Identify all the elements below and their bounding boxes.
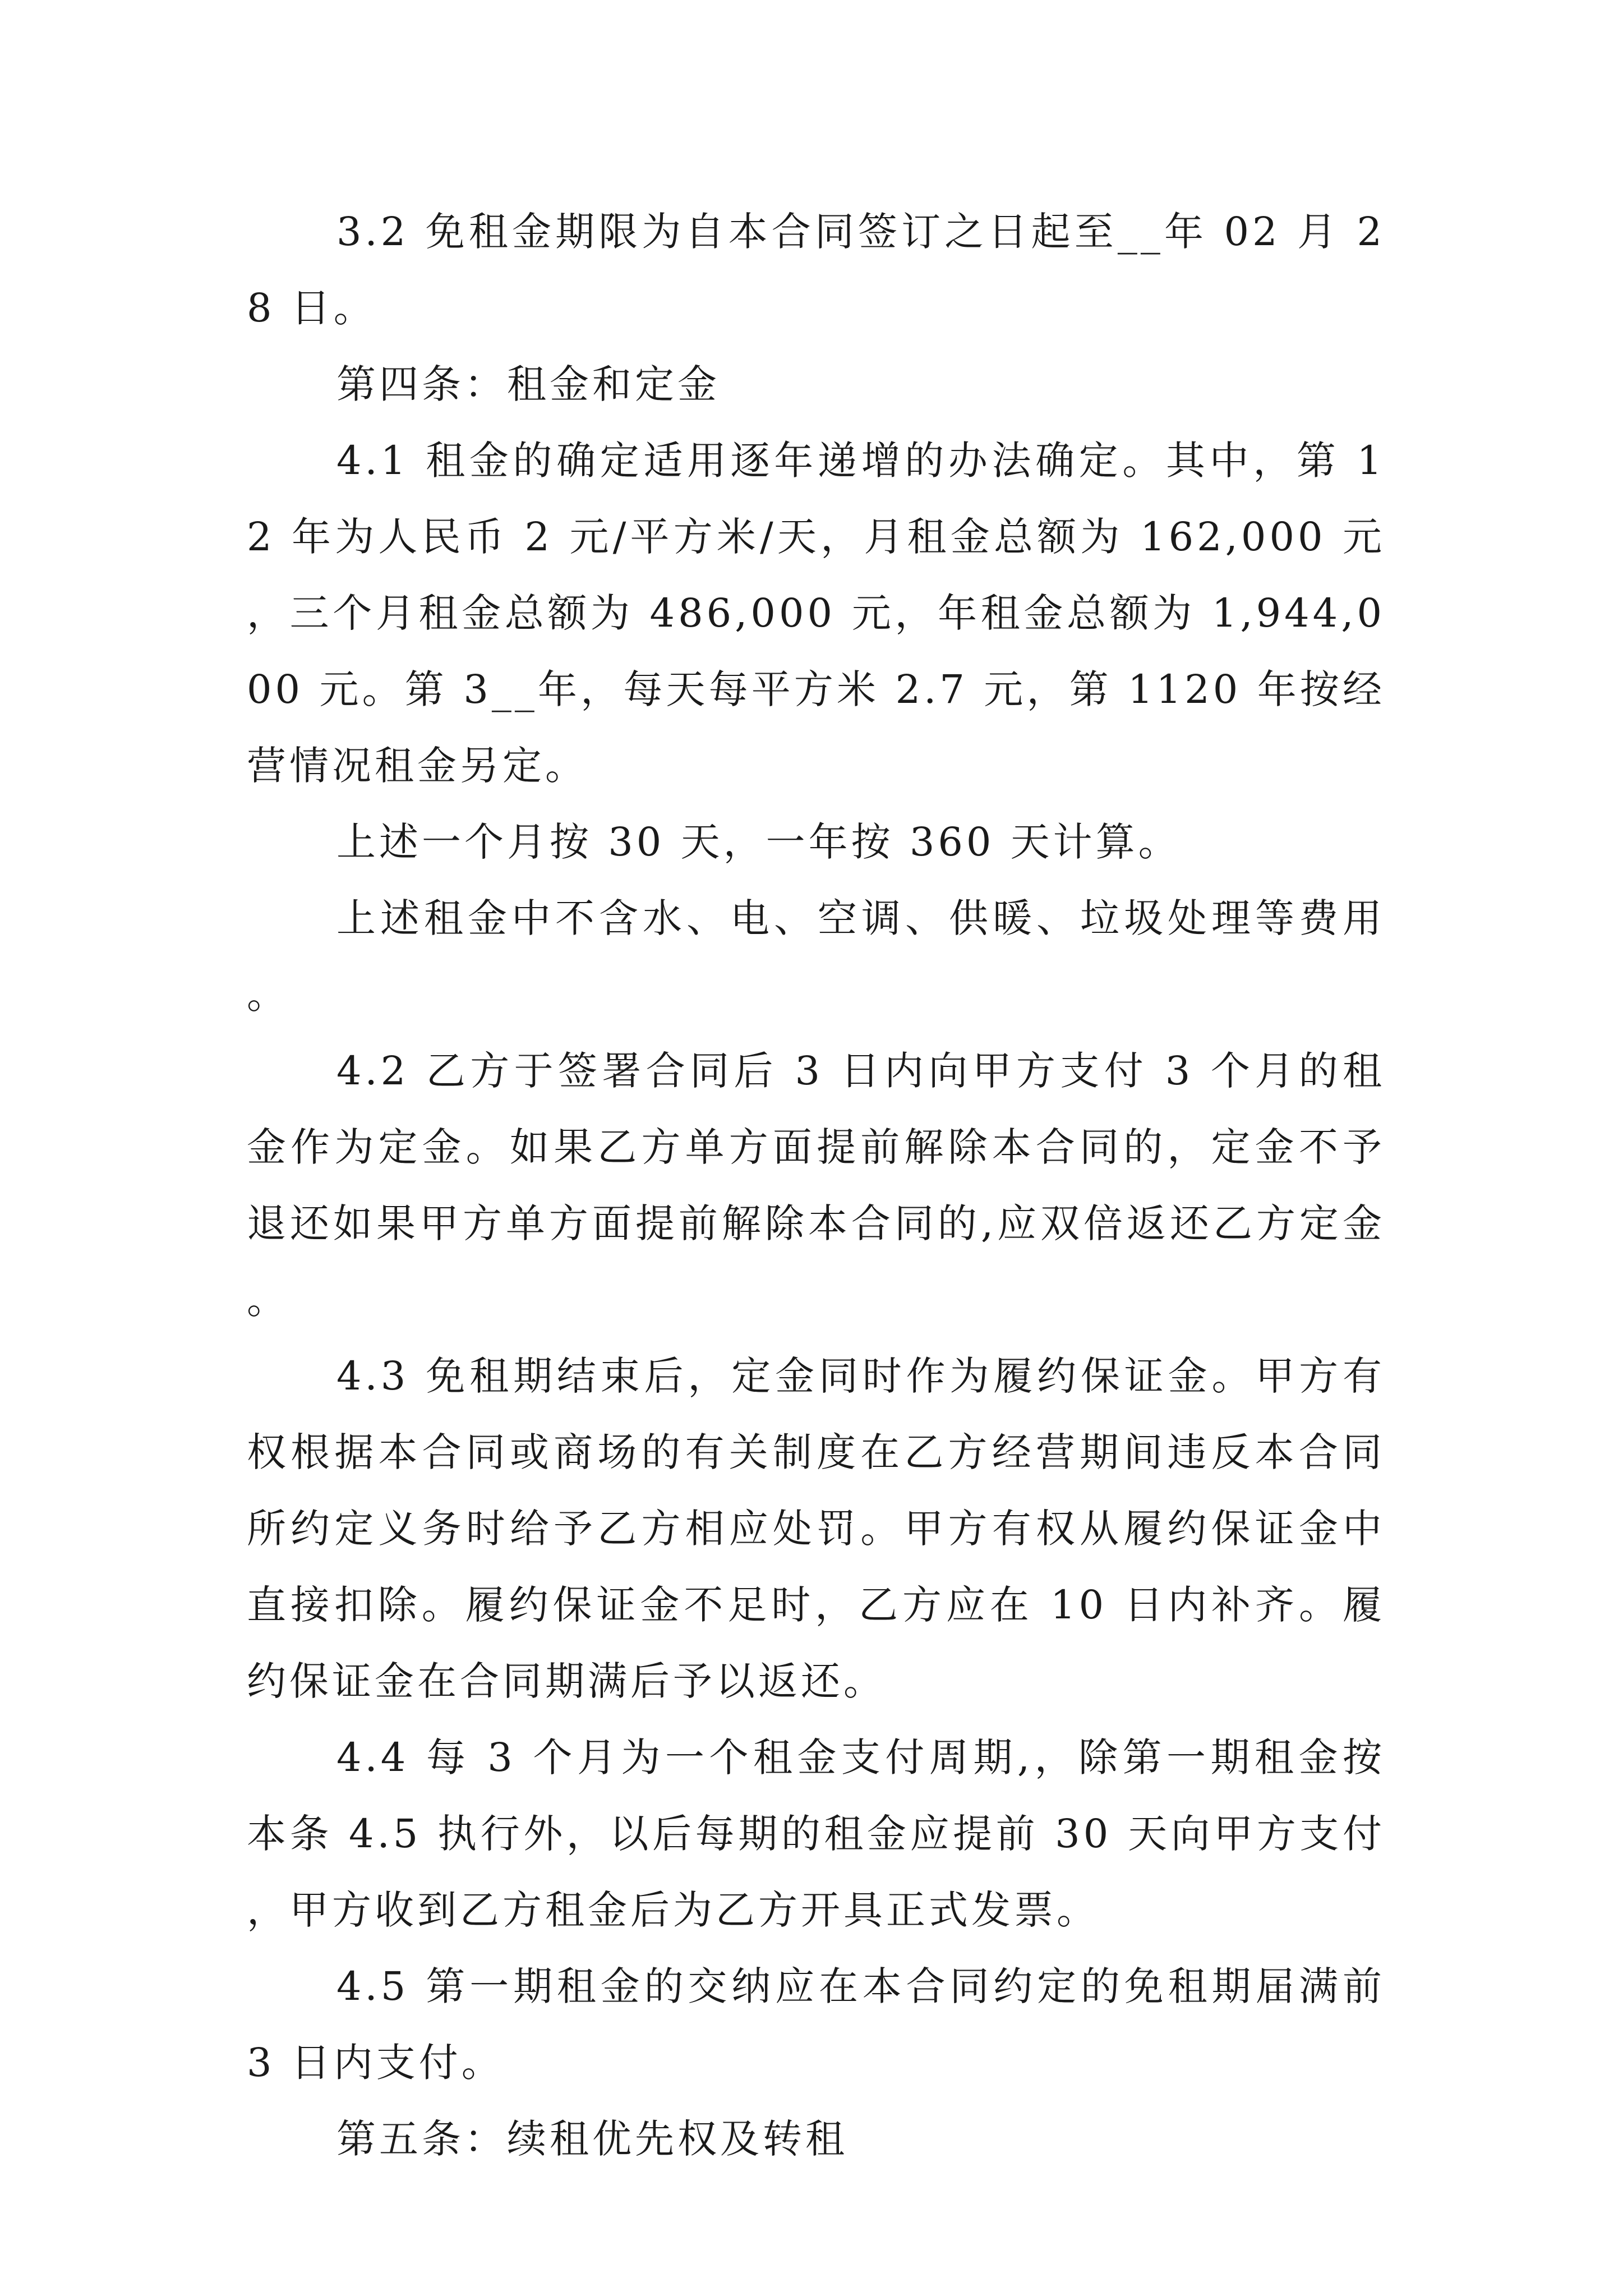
clause-4-1-note-month: 上述一个月按 30 天，一年按 360 天计算。 [336, 819, 1181, 865]
clause-4-1-note-fees: 上述租金中不含水、电、空调、供暖、垃圾处理等费用。 [247, 895, 1385, 1018]
clause-4-2: 4.2 乙方于签署合同后 3 日内向甲方支付 3 个月的租金作为定金。如果乙方单方面提前解除本合同的，定金不予退还如果甲方单方面提前解除本合同的,应双倍返还乙方定金。 [247, 1048, 1385, 1323]
article-5-heading: 第五条：续租优先权及转租 [336, 2116, 848, 2162]
article-4-heading: 第四条：租金和定金 [336, 361, 720, 407]
clause-4-5: 4.5 第一期租金的交纳应在本合同约定的免租期届满前 3 日内支付。 [247, 1963, 1385, 2086]
clause-4-4: 4.4 每 3 个月为一个租金支付周期,，除第一期租金按本条 4.5 执行外，以后每期的租金应提前 30 天向甲方支付，甲方收到乙方租金后为乙方开具正式发票。 [247, 1734, 1385, 1933]
document-body [247, 194, 1385, 2177]
clause-4-3: 4.3 免租期结束后，定金同时作为履约保证金。甲方有权根据本合同或商场的有关制度在乙方经营期间违反本合同所约定义务时给予乙方相应处罚。甲方有权从履约保证金中直接扣除。履约保证金不足时，乙方应在 10 日内补齐。履约保证金在合同期满后予以返还。 [247, 1353, 1385, 1704]
clause-3-2: 3.2 免租金期限为自本合同签订之日起至__年 02 月 28 日。 [247, 209, 1385, 331]
clause-4-1: 4.1 租金的确定适用逐年递增的办法确定。其中，第 12 年为人民币 2 元/平方米/天，月租金总额为 162,000 元，三个月租金总额为 486,000 元，年租金总额为 1,944,000 元。第 3__年，每天每平方米 2.7 元，第 1120 年按经营情况租金另定。 [247, 438, 1385, 789]
